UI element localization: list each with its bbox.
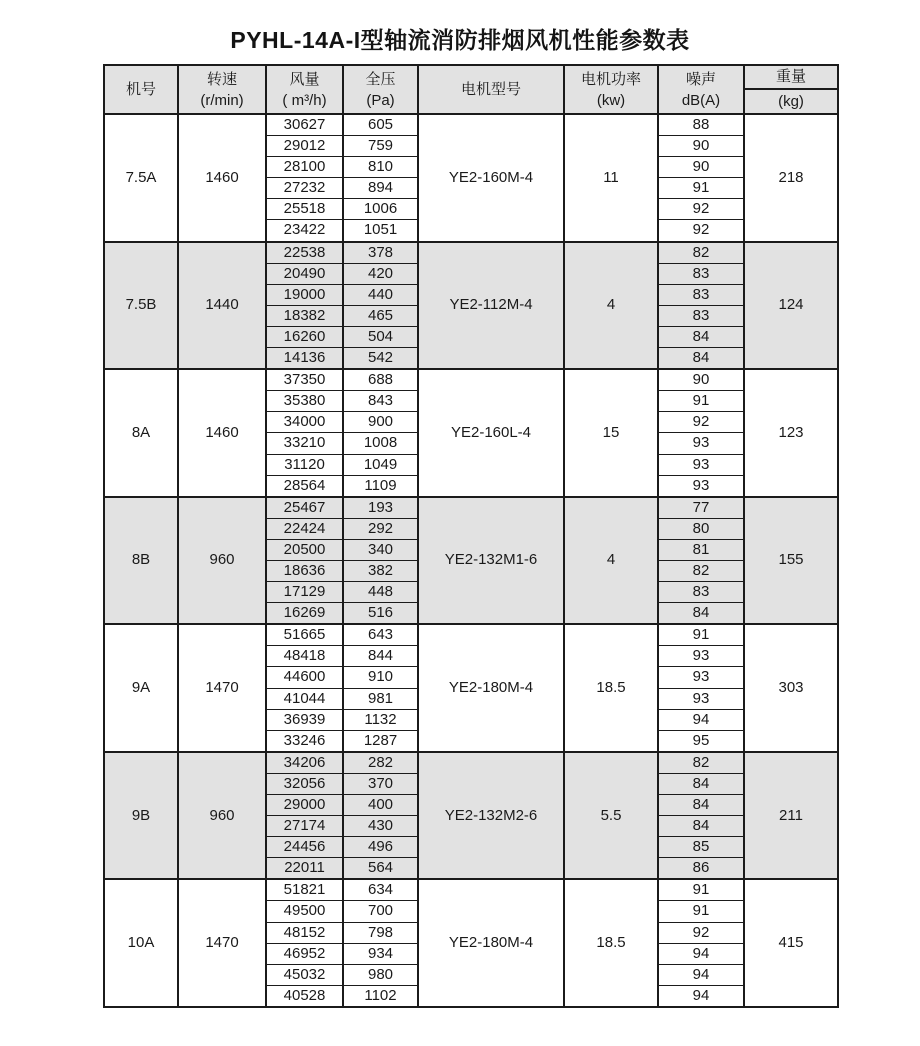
pressure-cell: 634 xyxy=(343,879,418,901)
flow-cell: 16269 xyxy=(266,603,343,625)
motor-model-cell: YE2-132M1-6 xyxy=(418,497,564,625)
flow-cell: 25518 xyxy=(266,199,343,220)
model-cell: 7.5B xyxy=(104,242,178,370)
pressure-cell: 340 xyxy=(343,539,418,560)
flow-cell: 19000 xyxy=(266,284,343,305)
pressure-cell: 981 xyxy=(343,688,418,709)
noise-cell: 92 xyxy=(658,220,744,242)
flow-cell: 18382 xyxy=(266,305,343,326)
flow-cell: 51821 xyxy=(266,879,343,901)
pressure-cell: 894 xyxy=(343,178,418,199)
noise-cell: 82 xyxy=(658,242,744,264)
pressure-cell: 370 xyxy=(343,773,418,794)
power-cell: 15 xyxy=(564,369,658,497)
flow-cell: 34000 xyxy=(266,412,343,433)
flow-cell: 40528 xyxy=(266,985,343,1007)
pressure-cell: 759 xyxy=(343,136,418,157)
noise-cell: 92 xyxy=(658,412,744,433)
pressure-cell: 843 xyxy=(343,391,418,412)
pressure-cell: 496 xyxy=(343,837,418,858)
weight-cell: 211 xyxy=(744,752,838,880)
flow-cell: 22424 xyxy=(266,518,343,539)
pressure-cell: 1008 xyxy=(343,433,418,454)
pressure-cell: 1132 xyxy=(343,709,418,730)
noise-cell: 91 xyxy=(658,901,744,922)
noise-cell: 93 xyxy=(658,433,744,454)
noise-cell: 92 xyxy=(658,199,744,220)
flow-cell: 33246 xyxy=(266,730,343,752)
pressure-cell: 900 xyxy=(343,412,418,433)
noise-cell: 84 xyxy=(658,816,744,837)
pressure-cell: 378 xyxy=(343,242,418,264)
pressure-cell: 1049 xyxy=(343,454,418,475)
flow-cell: 27174 xyxy=(266,816,343,837)
table-row xyxy=(104,497,838,519)
power-cell: 18.5 xyxy=(564,879,658,1007)
speed-cell: 960 xyxy=(178,497,266,625)
noise-cell: 94 xyxy=(658,985,744,1007)
flow-cell: 41044 xyxy=(266,688,343,709)
header-pressure-line2: (Pa) xyxy=(366,91,395,109)
noise-cell: 85 xyxy=(658,837,744,858)
flow-cell: 22538 xyxy=(266,242,343,264)
header-motor-model: 电机型号 xyxy=(418,65,564,114)
flow-cell: 27232 xyxy=(266,178,343,199)
pressure-cell: 980 xyxy=(343,964,418,985)
weight-cell: 124 xyxy=(744,242,838,370)
pressure-cell: 910 xyxy=(343,667,418,688)
motor-model-cell: YE2-160M-4 xyxy=(418,114,564,242)
header-power-line1: 电机功率 xyxy=(580,70,641,88)
noise-cell: 82 xyxy=(658,752,744,774)
header-noise-line1: 噪声 xyxy=(685,70,716,88)
speed-cell: 1470 xyxy=(178,879,266,1007)
noise-cell: 93 xyxy=(658,454,744,475)
flow-cell: 45032 xyxy=(266,964,343,985)
model-cell: 8A xyxy=(104,369,178,497)
flow-cell: 44600 xyxy=(266,667,343,688)
table-row xyxy=(104,369,838,391)
noise-cell: 84 xyxy=(658,348,744,370)
table-row xyxy=(104,879,838,901)
noise-cell: 91 xyxy=(658,879,744,901)
noise-cell: 84 xyxy=(658,603,744,625)
header-model: 机号 xyxy=(104,65,178,114)
flow-cell: 46952 xyxy=(266,943,343,964)
flow-cell: 28564 xyxy=(266,475,343,497)
speed-cell: 1440 xyxy=(178,242,266,370)
noise-cell: 88 xyxy=(658,114,744,136)
pressure-cell: 282 xyxy=(343,752,418,774)
header-flow-line1: 风量 xyxy=(289,70,320,88)
pressure-cell: 448 xyxy=(343,582,418,603)
pressure-cell: 605 xyxy=(343,114,418,136)
pressure-cell: 564 xyxy=(343,858,418,880)
flow-cell: 29000 xyxy=(266,795,343,816)
noise-cell: 93 xyxy=(658,688,744,709)
pressure-cell: 1109 xyxy=(343,475,418,497)
noise-cell: 93 xyxy=(658,475,744,497)
pressure-cell: 465 xyxy=(343,305,418,326)
flow-cell: 20490 xyxy=(266,263,343,284)
pressure-cell: 688 xyxy=(343,369,418,391)
flow-cell: 33210 xyxy=(266,433,343,454)
weight-cell: 155 xyxy=(744,497,838,625)
flow-cell: 36939 xyxy=(266,709,343,730)
flow-cell: 14136 xyxy=(266,348,343,370)
pressure-cell: 1051 xyxy=(343,220,418,242)
noise-cell: 91 xyxy=(658,391,744,412)
page-title: PYHL-14A-I型轴流消防排烟风机性能参数表 xyxy=(230,27,690,53)
header-weight xyxy=(744,65,838,114)
motor-model-cell: YE2-112M-4 xyxy=(418,242,564,370)
pressure-cell: 1102 xyxy=(343,985,418,1007)
flow-cell: 34206 xyxy=(266,752,343,774)
noise-cell: 80 xyxy=(658,518,744,539)
flow-cell: 23422 xyxy=(266,220,343,242)
performance-table xyxy=(103,64,839,1008)
noise-cell: 83 xyxy=(658,305,744,326)
header-speed-line2: (r/min) xyxy=(200,91,244,109)
pressure-cell: 700 xyxy=(343,901,418,922)
motor-model-cell: YE2-160L-4 xyxy=(418,369,564,497)
pressure-cell: 400 xyxy=(343,795,418,816)
header-pressure-line1: 全压 xyxy=(365,70,396,88)
header-noise-line2: dB(A) xyxy=(681,91,721,109)
pressure-cell: 1006 xyxy=(343,199,418,220)
noise-cell: 94 xyxy=(658,964,744,985)
table-row xyxy=(104,114,838,136)
pressure-cell: 934 xyxy=(343,943,418,964)
power-cell: 5.5 xyxy=(564,752,658,880)
motor-model-cell: YE2-180M-4 xyxy=(418,624,564,752)
noise-cell: 84 xyxy=(658,795,744,816)
noise-cell: 86 xyxy=(658,858,744,880)
header-speed-line1: 转速 xyxy=(206,70,237,88)
weight-cell: 123 xyxy=(744,369,838,497)
header-flow-line2: ( m³/h) xyxy=(282,91,327,109)
pressure-cell: 382 xyxy=(343,560,418,581)
flow-cell: 22011 xyxy=(266,858,343,880)
model-cell: 9B xyxy=(104,752,178,880)
power-cell: 11 xyxy=(564,114,658,242)
pressure-cell: 844 xyxy=(343,646,418,667)
pressure-cell: 1287 xyxy=(343,730,418,752)
flow-cell: 18636 xyxy=(266,560,343,581)
flow-cell: 51665 xyxy=(266,624,343,646)
motor-model-cell: YE2-132M2-6 xyxy=(418,752,564,880)
table-row xyxy=(104,242,838,264)
flow-cell: 17129 xyxy=(266,582,343,603)
noise-cell: 90 xyxy=(658,157,744,178)
pressure-cell: 542 xyxy=(343,348,418,370)
noise-cell: 93 xyxy=(658,646,744,667)
noise-cell: 81 xyxy=(658,539,744,560)
speed-cell: 1470 xyxy=(178,624,266,752)
noise-cell: 94 xyxy=(658,709,744,730)
noise-cell: 90 xyxy=(658,369,744,391)
noise-cell: 77 xyxy=(658,497,744,519)
model-cell: 7.5A xyxy=(104,114,178,242)
noise-cell: 91 xyxy=(658,178,744,199)
motor-model-cell: YE2-180M-4 xyxy=(418,879,564,1007)
flow-cell: 29012 xyxy=(266,136,343,157)
table-row xyxy=(104,752,838,774)
speed-cell: 960 xyxy=(178,752,266,880)
noise-cell: 95 xyxy=(658,730,744,752)
header-power xyxy=(564,65,658,114)
flow-cell: 48152 xyxy=(266,922,343,943)
noise-cell: 82 xyxy=(658,560,744,581)
noise-cell: 83 xyxy=(658,263,744,284)
noise-cell: 94 xyxy=(658,943,744,964)
flow-cell: 35380 xyxy=(266,391,343,412)
header-pressure xyxy=(343,65,418,114)
pressure-cell: 516 xyxy=(343,603,418,625)
noise-cell: 84 xyxy=(658,326,744,347)
flow-cell: 16260 xyxy=(266,326,343,347)
power-cell: 18.5 xyxy=(564,624,658,752)
noise-cell: 83 xyxy=(658,284,744,305)
noise-cell: 84 xyxy=(658,773,744,794)
power-cell: 4 xyxy=(564,497,658,625)
noise-cell: 93 xyxy=(658,667,744,688)
header-weight-line2: (kg) xyxy=(778,93,804,110)
pressure-cell: 193 xyxy=(343,497,418,519)
flow-cell: 48418 xyxy=(266,646,343,667)
flow-cell: 20500 xyxy=(266,539,343,560)
pressure-cell: 798 xyxy=(343,922,418,943)
flow-cell: 31120 xyxy=(266,454,343,475)
power-cell: 4 xyxy=(564,242,658,370)
noise-cell: 91 xyxy=(658,624,744,646)
pressure-cell: 440 xyxy=(343,284,418,305)
weight-cell: 415 xyxy=(744,879,838,1007)
table-header-row xyxy=(104,65,838,114)
model-cell: 9A xyxy=(104,624,178,752)
speed-cell: 1460 xyxy=(178,369,266,497)
flow-cell: 37350 xyxy=(266,369,343,391)
header-power-line2: (kw) xyxy=(596,91,626,109)
noise-cell: 92 xyxy=(658,922,744,943)
header-weight-line1: 重量 xyxy=(745,66,837,90)
flow-cell: 32056 xyxy=(266,773,343,794)
flow-cell: 24456 xyxy=(266,837,343,858)
header-speed xyxy=(178,65,266,114)
pressure-cell: 430 xyxy=(343,816,418,837)
pressure-cell: 810 xyxy=(343,157,418,178)
header-flow xyxy=(266,65,343,114)
pressure-cell: 292 xyxy=(343,518,418,539)
flow-cell: 49500 xyxy=(266,901,343,922)
pressure-cell: 643 xyxy=(343,624,418,646)
noise-cell: 83 xyxy=(658,582,744,603)
pressure-cell: 504 xyxy=(343,326,418,347)
speed-cell: 1460 xyxy=(178,114,266,242)
weight-cell: 218 xyxy=(744,114,838,242)
model-cell: 10A xyxy=(104,879,178,1007)
table-row xyxy=(104,624,838,646)
flow-cell: 30627 xyxy=(266,114,343,136)
pressure-cell: 420 xyxy=(343,263,418,284)
table-body xyxy=(104,114,838,1007)
flow-cell: 28100 xyxy=(266,157,343,178)
noise-cell: 90 xyxy=(658,136,744,157)
weight-cell: 303 xyxy=(744,624,838,752)
header-noise xyxy=(658,65,744,114)
flow-cell: 25467 xyxy=(266,497,343,519)
model-cell: 8B xyxy=(104,497,178,625)
